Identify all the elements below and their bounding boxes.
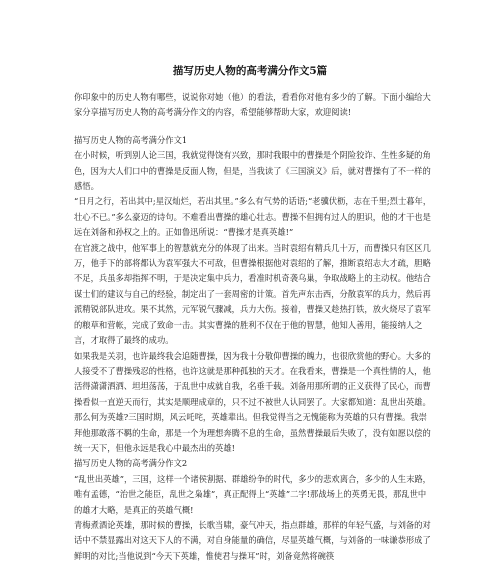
essay1-paragraph: “日月之行，若出其中;星汉灿烂，若出其里。”多么有气势的话语;“老骥伏枥，志在千里;烈士暮年，壮心不已。”多么豪迈的诗句。不难看出曹操的雄心壮志。曹操不但拥有过人的胆识，他的才干也是远在刘备和孙权之上的。正如鲁迅所说：“曹操才是真英雄!” — [74, 196, 432, 238]
essay1-paragraph: 在官渡之战中，他军事上的智慧就充分的体现了出来。当时袁绍有精兵几十万，而曹操只有区区几万，他手下的部将都认为袁军强大不可敌，但曹操根据他对袁绍的了解，推断袁绍志大才疏，胆略不足，兵虽多却指挥不明，于是决定集中兵力，看准时机奇袭乌巢，争取战略上的主动权。他结合谋士们的建议与自己的经验，制定出了一套周密的计策。首先声东击西，分散袁军的兵力，然后再派精锐部队进攻。果不其然，元军锐气骤减，兵力大伤。接着，曹操又趁热打铁，放火烧尽了袁军的粮草和营帐，完成了致命一击。其实曹操的胜利不仅在于他的智慧，他知人善用，能接纳人之言，才取得了最终的成功。 — [74, 242, 431, 346]
document-body — [74, 90, 434, 564]
essay1-heading: 描写历史人物的高考满分作文1 — [74, 134, 188, 145]
document-title: 描写历史人物的高考满分作文5篇 — [172, 65, 328, 77]
essay1-paragraph: 如果我是关羽，也许最终我会追随曹操，因为我十分敬仰曹操的魄力，也很欣赏他的野心。大多的人接受不了曹操残忍的性格，也许这就是那种孤独的天才。在我看来，曹操是一个真性情的人，他活得潇潇洒洒、坦坦荡荡，于乱世中成就自我，名垂千载。刘备用那所谓的正义获得了民心，而曹操看似一直逆天而行，其实是顺理成章的，只不过不被世人认同罢了。大家都知道：乱世出英雄。那么何为英雄?三国时期，风云吒咤，英雄辈出。但我觉得当之无愧能称为英雄的只有曹操。我崇拜他那敢落不羁的生命，那是一个为理想奔腾不息的生命，虽然曹操最后失败了，没有如愿以偿的统一天下，但他永远是我心中最杰出的英雄! — [74, 350, 431, 453]
essay2-paragraph: 青梅煮酒论英雄，那时候的曹操，长歌当啸，豪气冲天，指点群雄，那样的年轻气盛，与刘备的对话中不禁显露出对这天下人的不满，对自身能量的确信，尽显英雄气概，与刘备的一味谦恭形成了鲜明的对比;当他说到“今天下英雄，惟使君与操耳”时，刘备竟然将碗筷 — [74, 519, 431, 561]
essay2-paragraph: “乱世出英雄”，三国，这样一个诸侯割据、群雄纷争的时代，多少的悲欢离合，多少的人生末路，唯有孟德，“治世之能臣，乱世之枭雄”，真正配得上“英雄”二字!那战场上的英勇无畏，那乱世中的雄才大略，是真正的英雄气概! — [74, 473, 431, 515]
essay2-heading: 描写历史人物的高考满分作文2 — [74, 458, 188, 469]
intro-paragraph: 你印象中的历史人物有哪些，说说你对她（他）的看法，看看你对他有多少的了解。下面小编给大家分享描写历史人物的高考满分作文的内容，希望能够帮助大家，欢迎阅读! — [74, 92, 431, 118]
section-gap — [74, 121, 434, 133]
essay1-paragraph: 在小时候，听到别人论三国，我就觉得饶有兴致，那时我眼中的曹操是个阴险狡诈、生性多疑的角色，因为大人们口中的曹操是反面人物，但是，当我读了《三国演义》后，就对曹操有了不一样的感悟。 — [74, 150, 431, 192]
